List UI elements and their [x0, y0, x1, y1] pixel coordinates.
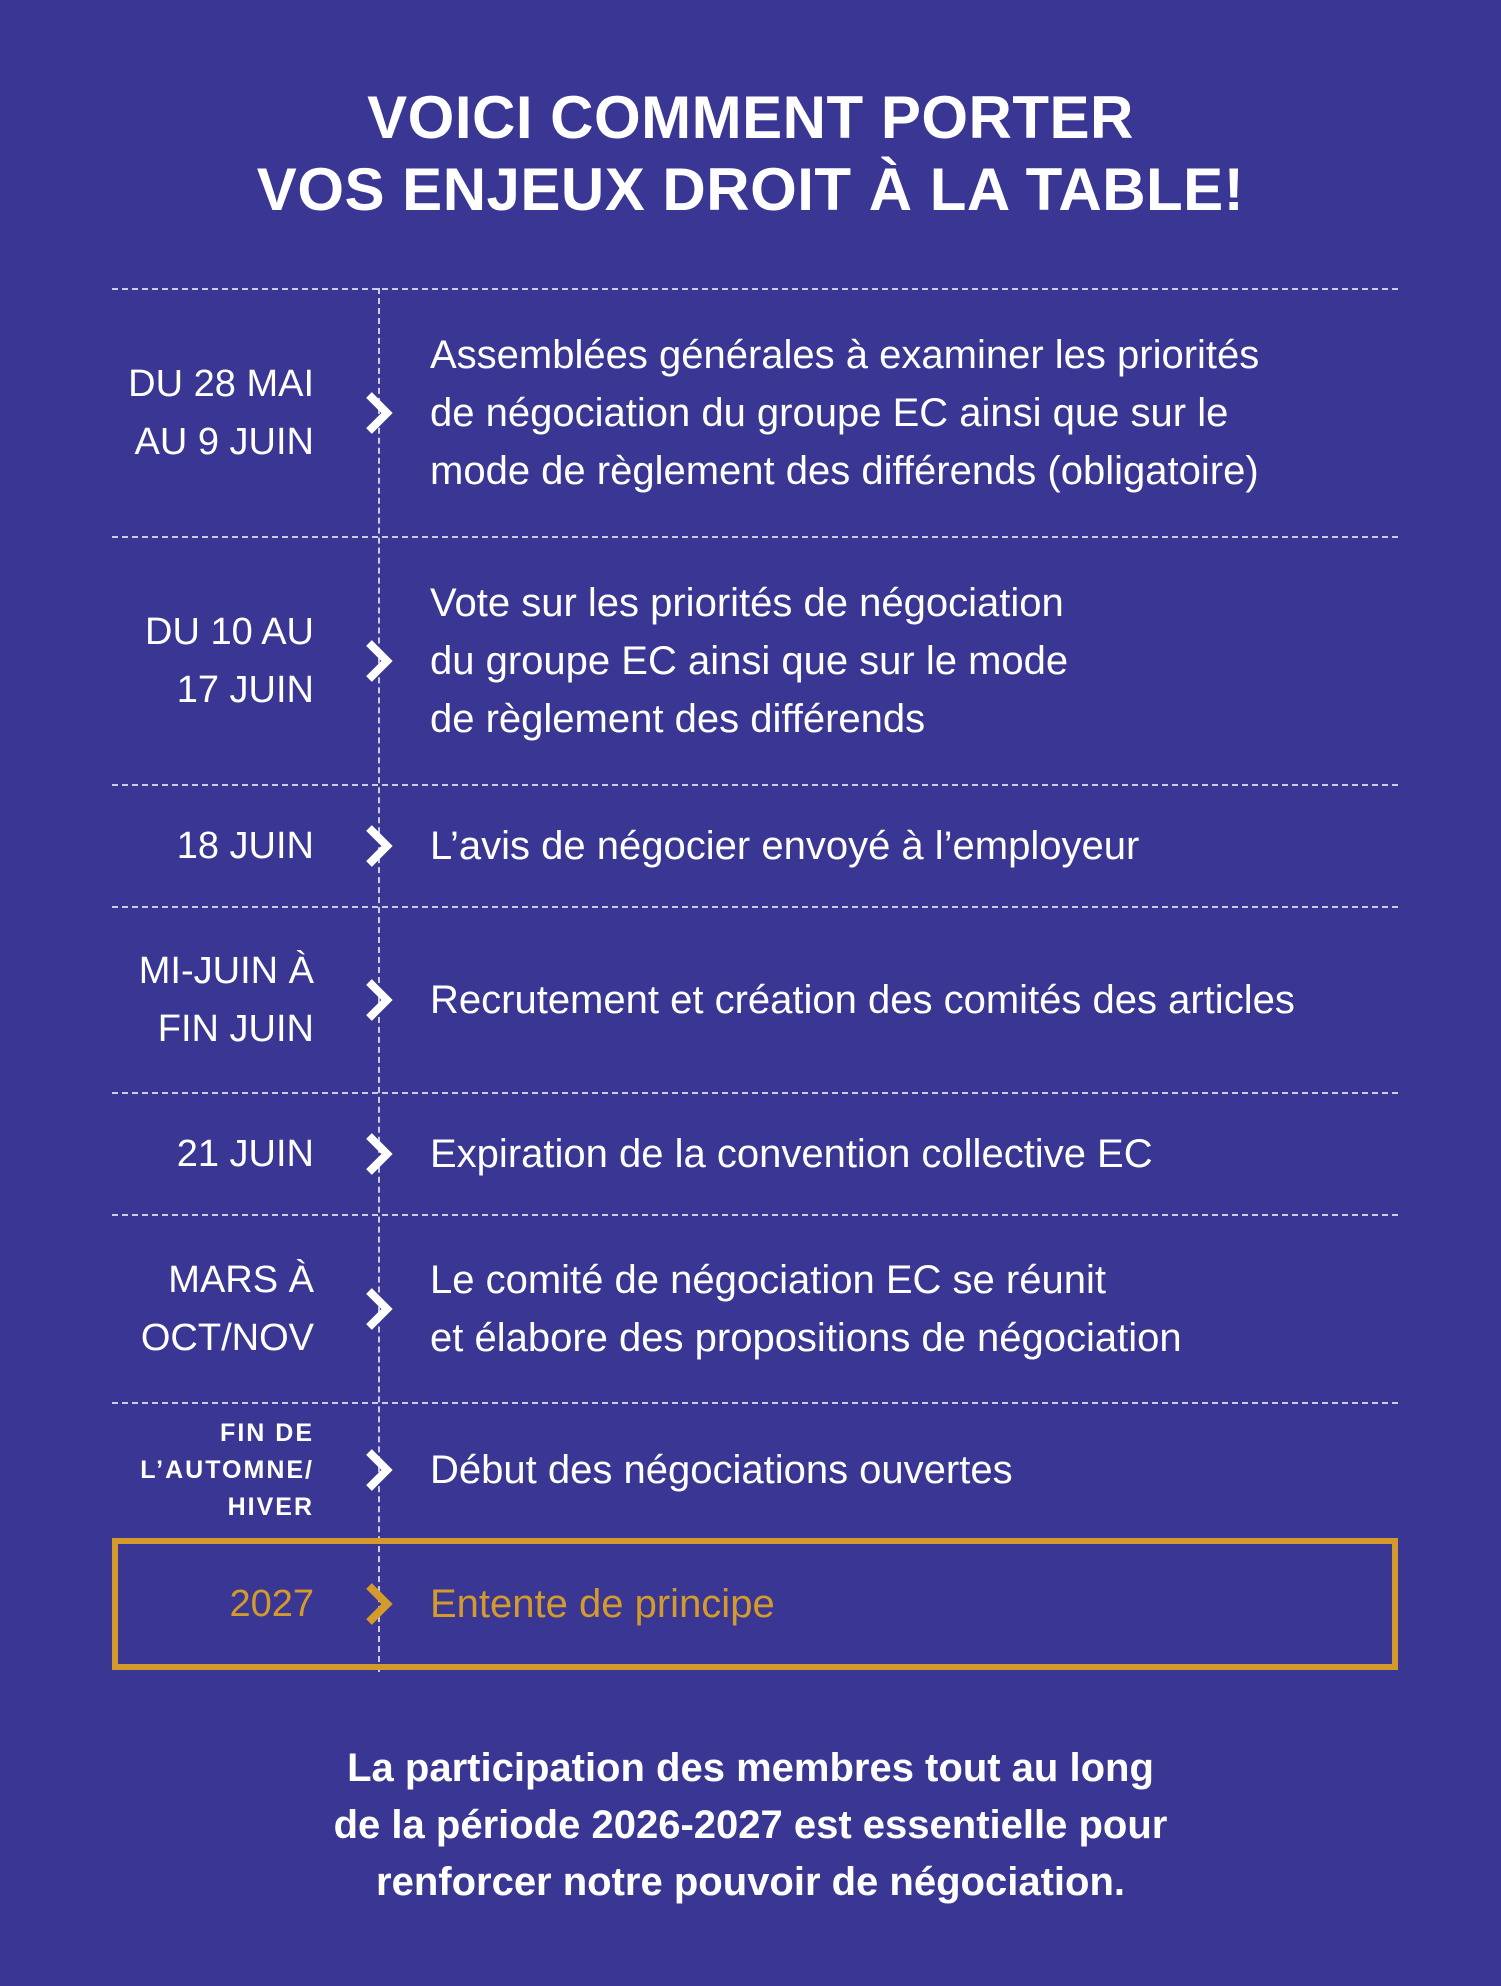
- timeline-description: Expiration de la convention collective EC: [430, 1132, 1153, 1176]
- chevron-right-icon: [358, 786, 398, 906]
- footer-text: La participation des membres tout au long de la période 2026-2027 est essentielle pour renforcer notre pouvoir de négociation.: [333, 1746, 1168, 1904]
- title-line-2: VOS ENJEUX DROIT À LA TABLE!: [256, 156, 1245, 223]
- timeline-row-5: [112, 1094, 1398, 1214]
- timeline-row-4: [112, 908, 1398, 1092]
- footer-note: [0, 1740, 1501, 1911]
- timeline-date: 21 JUIN: [176, 1133, 314, 1175]
- chevron-right-icon: [358, 1544, 398, 1664]
- timeline-date: MARS À OCT/NOV: [140, 1259, 314, 1359]
- chevron-right-icon: [358, 1094, 398, 1214]
- timeline-row-6: [112, 1216, 1398, 1402]
- timeline-description: Entente de principe: [430, 1582, 775, 1626]
- timeline-date: DU 28 MAI AU 9 JUIN: [128, 363, 314, 463]
- timeline-description: L’avis de négocier envoyé à l’employeur: [430, 824, 1140, 868]
- page-title: [0, 82, 1501, 226]
- timeline-date: DU 10 AU 17 JUIN: [145, 611, 314, 711]
- chevron-right-icon: [358, 1216, 398, 1402]
- chevron-right-icon: [358, 290, 398, 536]
- timeline-row-7: [112, 1404, 1398, 1536]
- timeline-date: 18 JUIN: [176, 825, 314, 867]
- timeline-row-3: [112, 786, 1398, 906]
- timeline-description: Début des négociations ouvertes: [430, 1448, 1013, 1492]
- chevron-right-icon: [358, 908, 398, 1092]
- chevron-right-icon: [358, 538, 398, 784]
- timeline-row-2: [112, 538, 1398, 784]
- timeline-row-1: [112, 290, 1398, 536]
- timeline-date: FIN DE L’AUTOMNE/ HIVER: [140, 1418, 314, 1521]
- timeline-description: Le comité de négociation EC se réunit et élabore des propositions de négociation: [430, 1258, 1182, 1360]
- timeline-date: MI-JUIN À FIN JUIN: [138, 950, 314, 1050]
- timeline-description: Recrutement et création des comités des articles: [430, 978, 1295, 1022]
- timeline: [112, 288, 1398, 1672]
- title-line-1: VOICI COMMENT PORTER: [367, 84, 1134, 151]
- chevron-right-icon: [358, 1404, 398, 1536]
- timeline-description: Vote sur les priorités de négociation du groupe EC ainsi que sur le mode de règlement des différends: [430, 581, 1069, 741]
- timeline-date: 2027: [229, 1583, 314, 1625]
- timeline-row-8: [112, 1544, 1398, 1664]
- timeline-description: Assemblées générales à examiner les priorités de négociation du groupe EC ainsi que sur le mode de règlement des différends (obligatoire): [430, 333, 1260, 493]
